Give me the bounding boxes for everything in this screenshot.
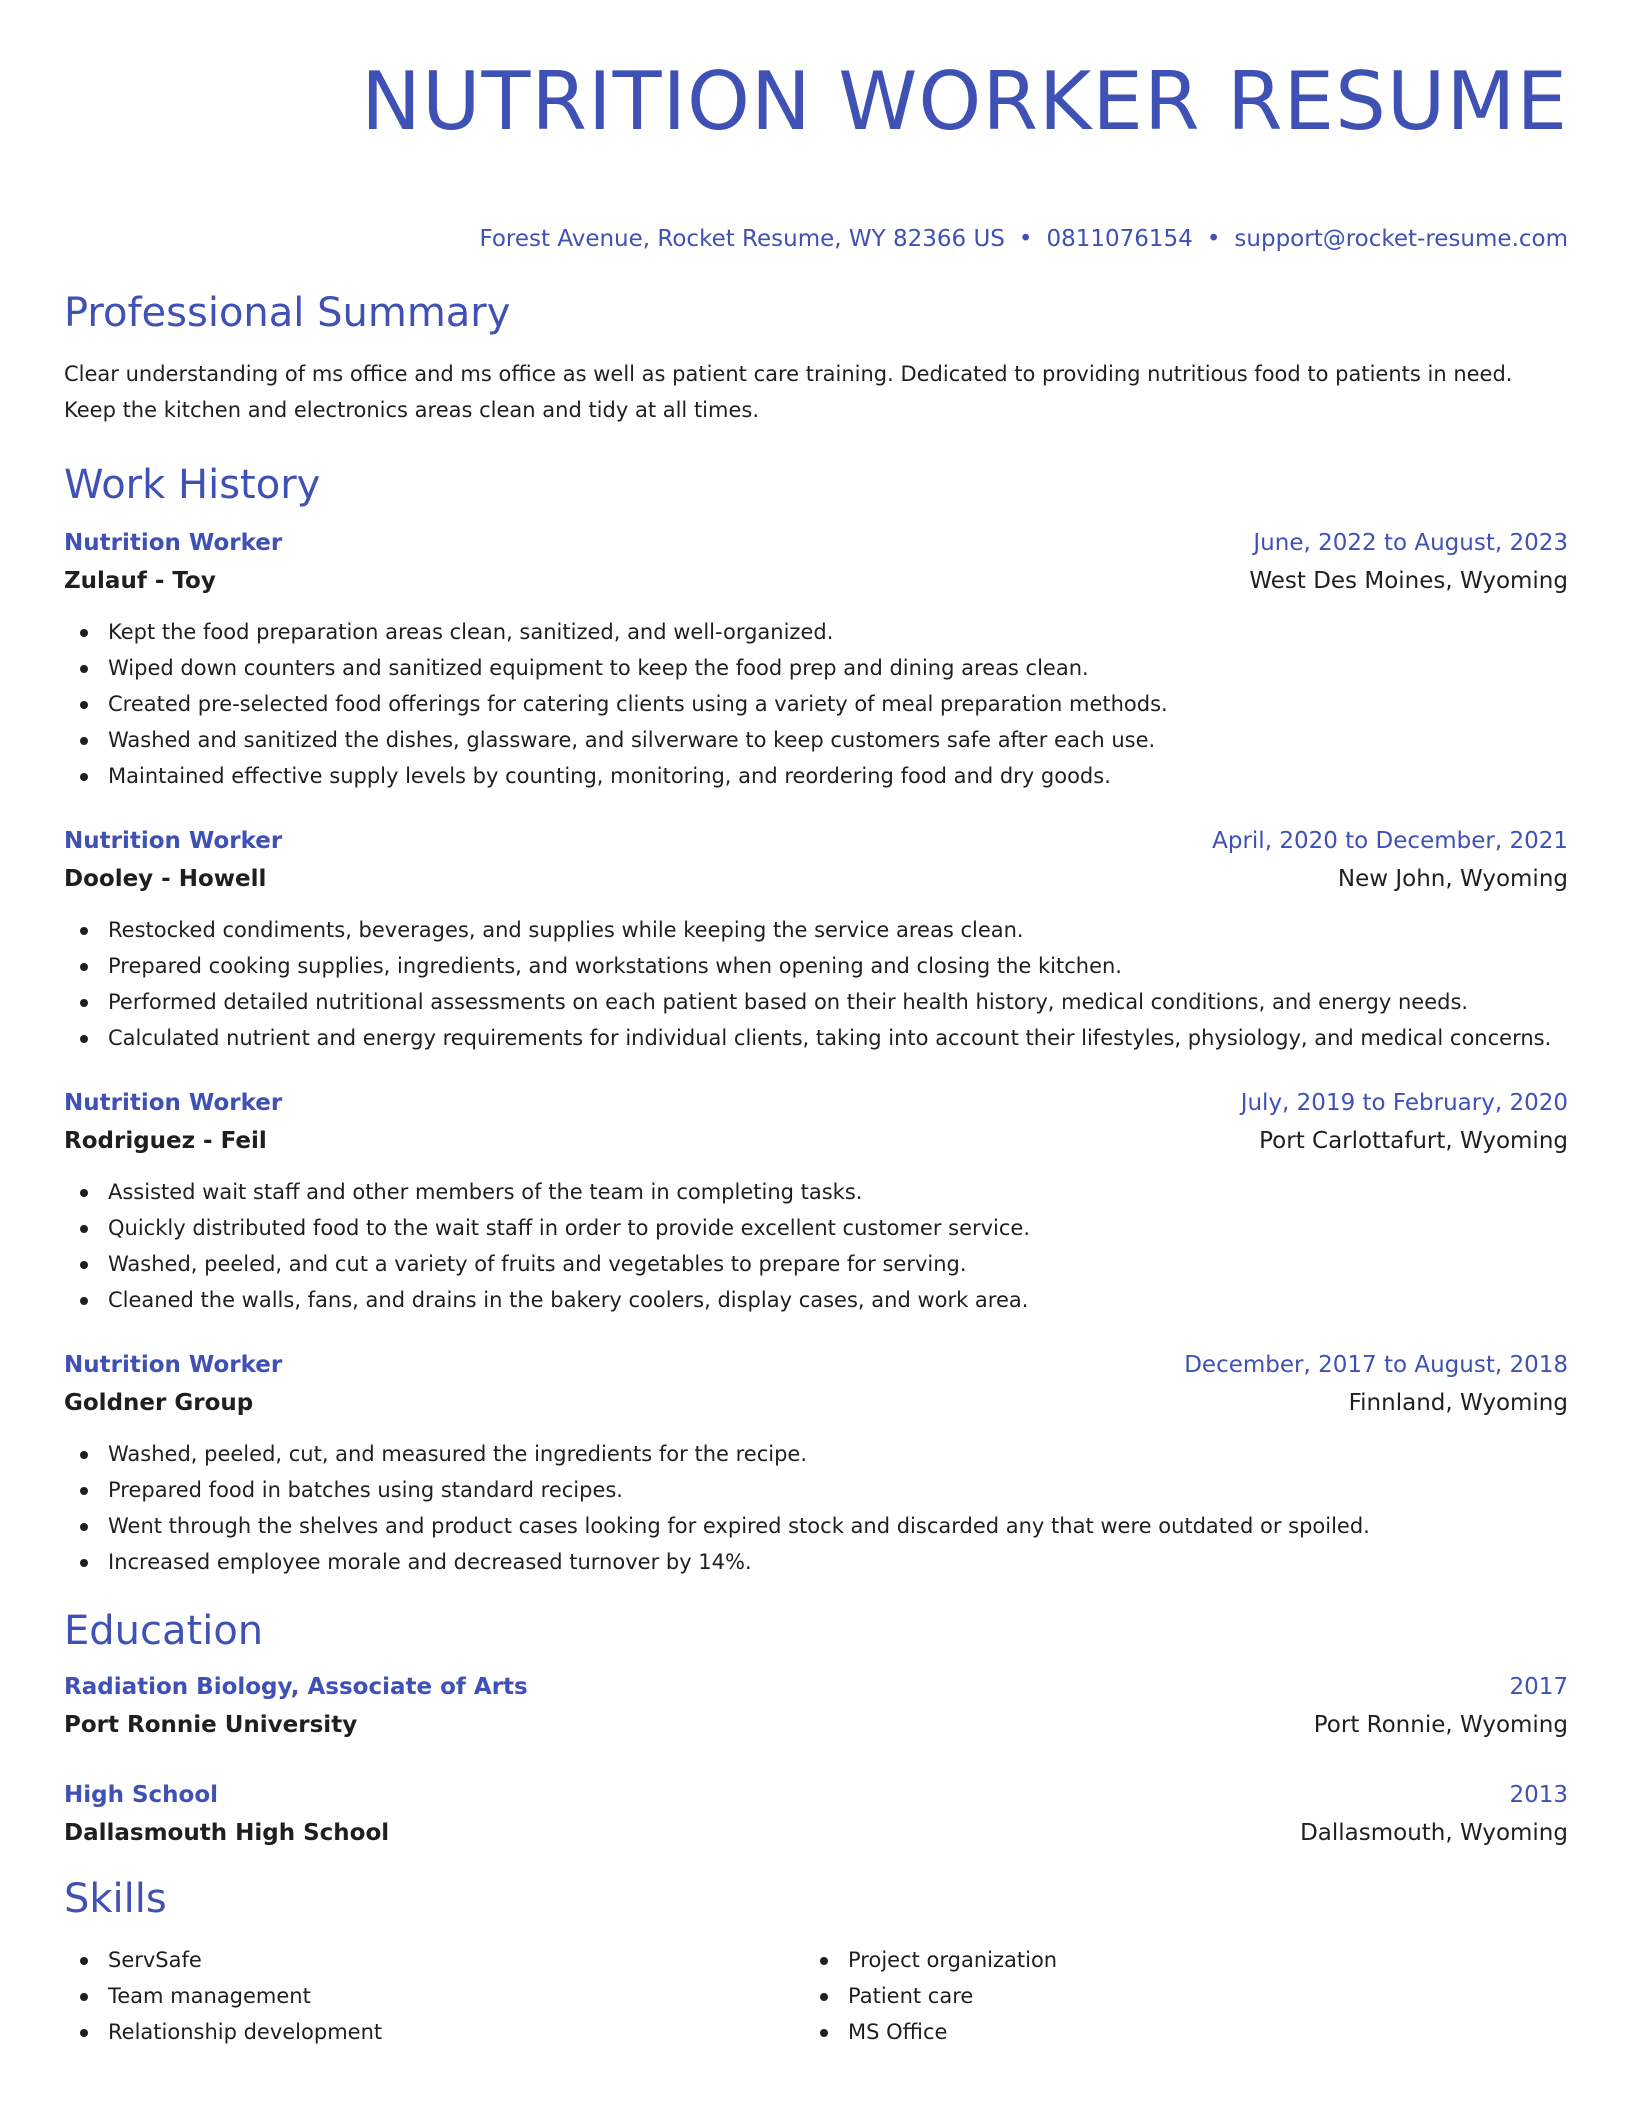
job-header [64,524,1568,562]
job-header [64,822,1568,860]
job-entry [64,1346,1568,1580]
job-location: Port Carlottafurt, Wyoming [1259,1128,1568,1154]
job-bullets [64,1436,1568,1580]
skill-item: Project organization [804,1942,1544,1978]
job-bullet: Washed and sanitized the dishes, glassware, and silverware to keep customers safe after each use. [64,722,1568,758]
job-subheader [64,1384,1568,1422]
job-bullet: Created pre-selected food offerings for catering clients using a variety of meal preparation methods. [64,686,1568,722]
job-bullets [64,912,1568,1056]
job-bullet: Went through the shelves and product cases looking for expired stock and discarded any that were outdated or spoiled. [64,1508,1568,1544]
education-year: 2017 [1509,1674,1568,1700]
job-role: Nutrition Worker [64,1090,283,1116]
job-subheader [64,1122,1568,1160]
education-degree: Radiation Biology, Associate of Arts [64,1674,528,1700]
summary-text: Clear understanding of ms office and ms office as well as patient care training. Dedicated to providing nutritious food to patients in need. Keep the kitchen and electronics areas clean and tidy at all times. [64,362,1513,422]
job-bullet: Washed, peeled, cut, and measured the ingredients for the recipe. [64,1436,1568,1472]
job-bullet: Performed detailed nutritional assessments on each patient based on their health history, medical conditions, and energy needs. [64,984,1568,1020]
education-entry [64,1668,1568,1744]
section-title-work-history: Work History [64,462,321,508]
education-subheader [64,1814,1568,1852]
section-title-summary: Professional Summary [64,290,511,336]
job-entry [64,822,1568,1056]
job-bullet: Wiped down counters and sanitized equipment to keep the food prep and dining areas clean. [64,650,1568,686]
job-location: West Des Moines, Wyoming [1249,568,1568,594]
skill-item: Team management [64,1978,804,2014]
job-dates: December, 2017 to August, 2018 [1184,1352,1568,1378]
job-bullet: Restocked condiments, beverages, and supplies while keeping the service areas clean. [64,912,1568,948]
job-bullet: Cleaned the walls, fans, and drains in the bakery coolers, display cases, and work area. [64,1282,1568,1318]
skill-item: Relationship development [64,2014,804,2050]
contact-line [64,224,1568,254]
education-location: Port Ronnie, Wyoming [1313,1712,1568,1738]
job-dates: July, 2019 to February, 2020 [1240,1090,1568,1116]
job-bullet: Maintained effective supply levels by counting, monitoring, and reordering food and dry goods. [64,758,1568,794]
contact-address: Forest Avenue, Rocket Resume, WY 82366 US [479,226,1005,252]
job-bullet: Washed, peeled, and cut a variety of fruits and vegetables to prepare for serving. [64,1246,1568,1282]
job-header [64,1346,1568,1384]
job-bullet: Calculated nutrient and energy requirements for individual clients, taking into account their lifestyles, physiology, and medical concerns. [64,1020,1568,1056]
job-location: Finnland, Wyoming [1348,1390,1568,1416]
section-title-skills: Skills [64,1876,167,1922]
skills-column-left [64,1942,804,2050]
job-entry [64,524,1568,794]
education-school: Port Ronnie University [64,1712,358,1738]
job-role: Nutrition Worker [64,1352,283,1378]
education-header [64,1776,1568,1814]
job-bullet: Quickly distributed food to the wait staff in order to provide excellent customer service. [64,1210,1568,1246]
job-bullets [64,1174,1568,1318]
education-school: Dallasmouth High School [64,1820,390,1846]
section-title-education: Education [64,1608,264,1654]
job-header [64,1084,1568,1122]
job-bullet: Assisted wait staff and other members of the team in completing tasks. [64,1174,1568,1210]
skill-item: Patient care [804,1978,1544,2014]
job-bullets [64,614,1568,794]
job-bullet: Prepared food in batches using standard recipes. [64,1472,1568,1508]
job-role: Nutrition Worker [64,530,283,556]
job-role: Nutrition Worker [64,828,283,854]
job-bullet: Prepared cooking supplies, ingredients, and workstations when opening and closing the kitchen. [64,948,1568,984]
education-degree: High School [64,1782,219,1808]
skills-list [64,1942,1568,2050]
job-company: Zulauf - Toy [64,568,216,594]
resume-title: NUTRITION WORKER RESUME [361,55,1568,148]
job-dates: April, 2020 to December, 2021 [1212,828,1568,854]
job-company: Rodriguez - Feil [64,1128,267,1154]
contact-phone: 0811076154 [1046,226,1193,252]
job-subheader [64,562,1568,600]
job-subheader [64,860,1568,898]
education-subheader [64,1706,1568,1744]
job-location: New John, Wyoming [1337,866,1568,892]
education-header [64,1668,1568,1706]
education-year: 2013 [1509,1782,1568,1808]
skill-item: MS Office [804,2014,1544,2050]
job-bullet: Kept the food preparation areas clean, sanitized, and well-organized. [64,614,1568,650]
skill-item: ServSafe [64,1942,804,1978]
job-bullet: Increased employee morale and decreased turnover by 14%. [64,1544,1568,1580]
job-dates: June, 2022 to August, 2023 [1253,530,1568,556]
education-location: Dallasmouth, Wyoming [1300,1820,1568,1846]
job-company: Dooley - Howell [64,866,267,892]
skills-column-right [804,1942,1544,2050]
job-company: Goldner Group [64,1390,254,1416]
contact-separator: • [1018,226,1033,252]
job-entry [64,1084,1568,1318]
education-entry [64,1776,1568,1852]
contact-separator: • [1206,226,1221,252]
contact-email: support@rocket-resume.com [1234,226,1568,252]
